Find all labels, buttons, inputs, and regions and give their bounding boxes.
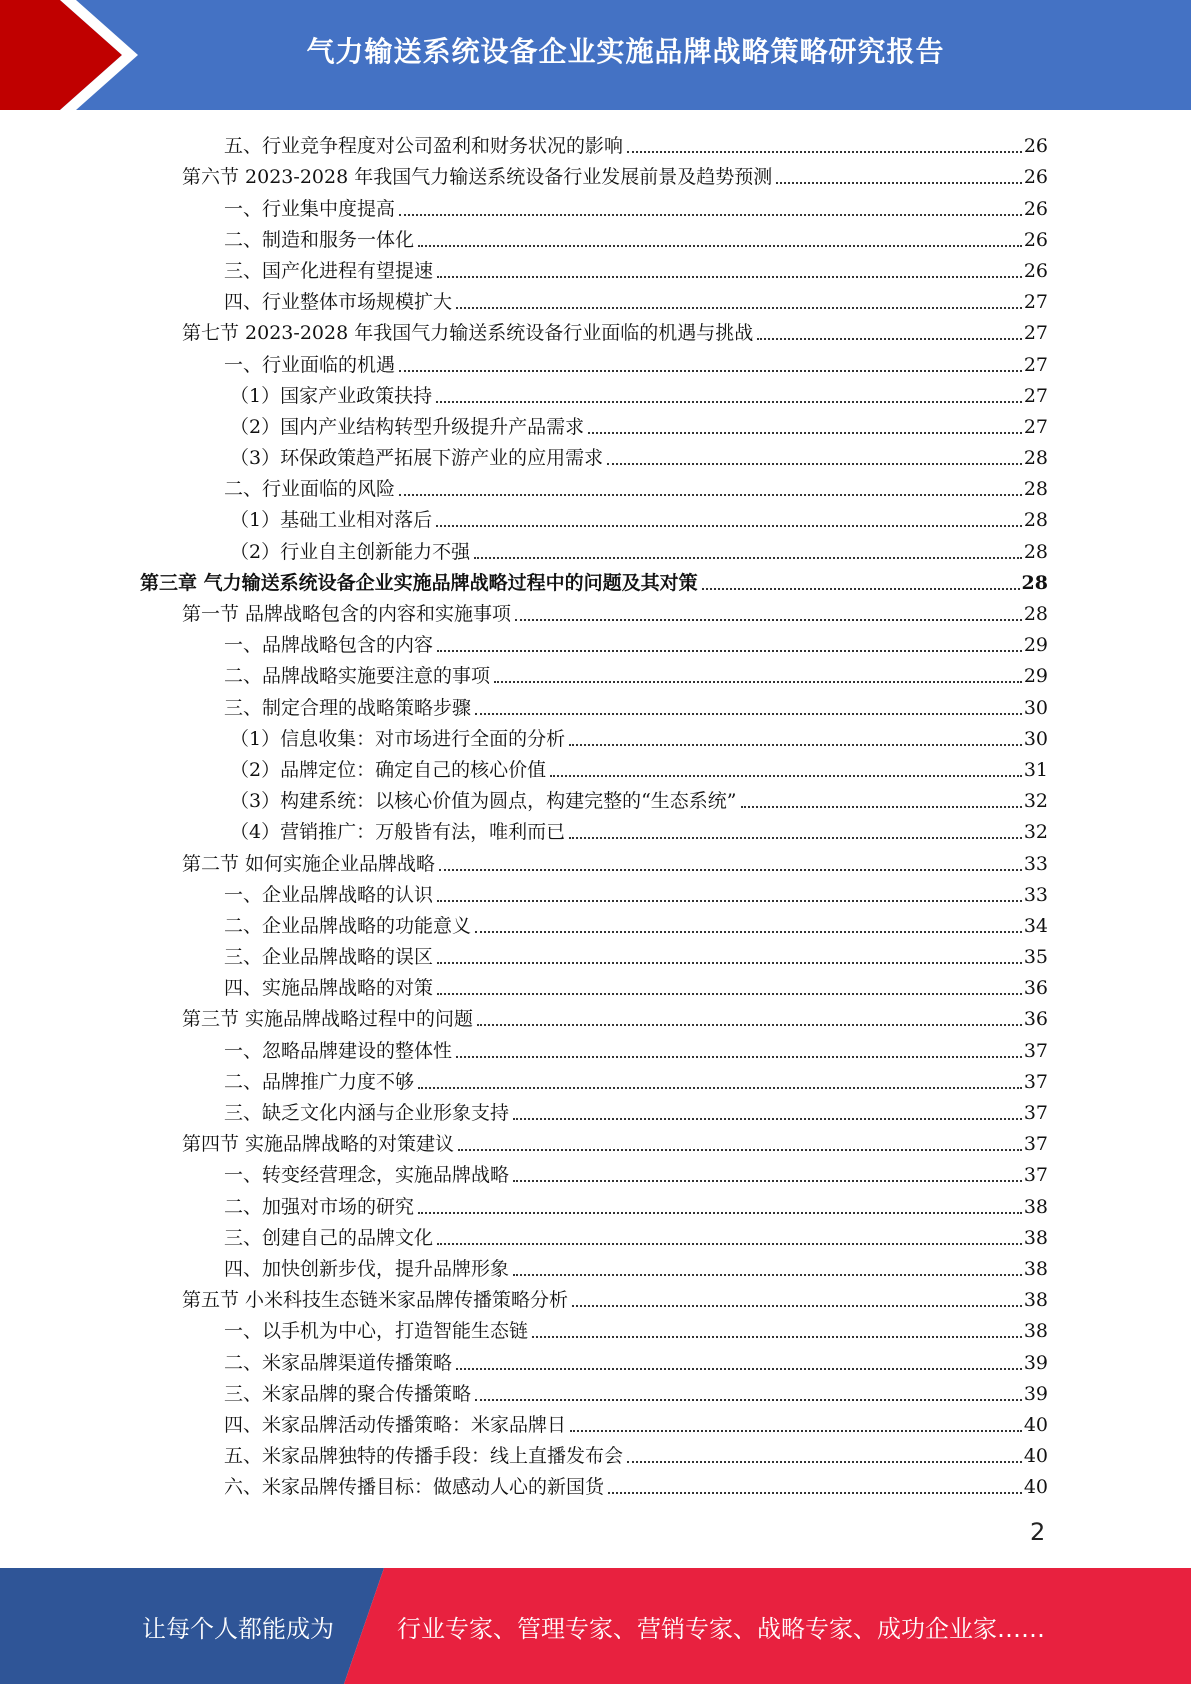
toc-dot-leader <box>399 493 1022 496</box>
toc-dot-leader <box>572 1304 1022 1307</box>
toc-entry[interactable] <box>140 283 1048 314</box>
toc-entry[interactable] <box>140 657 1048 688</box>
toc-dot-leader <box>437 899 1022 902</box>
toc-dot-leader <box>475 712 1022 715</box>
toc-entry-page: 27 <box>1023 384 1048 407</box>
toc-entry-page: 28 <box>1021 571 1048 594</box>
toc-entry-label: 五、米家品牌独特的传播手段：线上直播发布会 <box>224 1445 624 1468</box>
toc-dot-leader <box>776 181 1022 184</box>
toc-entry-page: 39 <box>1023 1351 1048 1374</box>
toc-entry[interactable] <box>140 1156 1048 1187</box>
toc-dot-leader <box>515 618 1022 621</box>
toc-entry-page: 38 <box>1023 1195 1048 1218</box>
toc-entry-label: 三、企业品牌战略的误区 <box>224 946 434 969</box>
toc-entry-page: 26 <box>1023 197 1048 220</box>
toc-entry[interactable] <box>140 938 1048 969</box>
toc-entry[interactable] <box>140 501 1048 532</box>
toc-entry-page: 27 <box>1023 353 1048 376</box>
toc-entry[interactable] <box>140 1312 1048 1343</box>
toc-entry-label: 一、转变经营理念，实施品牌战略 <box>224 1164 510 1187</box>
toc-dot-leader <box>702 587 1020 590</box>
toc-entry-page: 38 <box>1023 1320 1048 1343</box>
toc-entry-label: 第三章 气力输送系统设备企业实施品牌战略过程中的问题及其对策 <box>140 571 698 594</box>
toc-entry-label: 第七节 2023-2028 年我国气力输送系统设备行业面临的机遇与挑战 <box>182 322 754 345</box>
toc-dot-leader <box>494 680 1022 683</box>
toc-entry[interactable] <box>140 751 1048 782</box>
toc-entry-page: 38 <box>1023 1289 1048 1312</box>
toc-entry-page: 38 <box>1023 1257 1048 1280</box>
table-of-contents <box>140 127 1048 1499</box>
toc-entry-label: 二、品牌战略实施要注意的事项 <box>224 665 491 688</box>
toc-entry[interactable] <box>140 221 1048 252</box>
toc-dot-leader <box>437 961 1022 964</box>
toc-entry-label: 三、米家品牌的聚合传播策略 <box>224 1382 472 1405</box>
toc-entry[interactable] <box>140 1406 1048 1437</box>
toc-entry-page: 35 <box>1023 946 1048 969</box>
toc-entry-label: 一、行业面临的机遇 <box>224 353 396 376</box>
toc-entry[interactable] <box>140 532 1048 563</box>
toc-dot-leader <box>477 1023 1022 1026</box>
toc-entry-page: 28 <box>1023 447 1048 470</box>
toc-entry-label: （1）信息收集：对市场进行全面的分析 <box>230 727 566 750</box>
toc-entry-label: 四、行业整体市场规模扩大 <box>224 291 453 314</box>
toc-entry[interactable] <box>140 1437 1048 1468</box>
toc-entry[interactable] <box>140 1094 1048 1125</box>
footer-slogan-left: 让每个人都能成为 <box>142 1614 334 1643</box>
toc-entry-page: 26 <box>1023 259 1048 282</box>
toc-entry[interactable] <box>140 1000 1048 1031</box>
toc-entry-page: 36 <box>1023 977 1048 1000</box>
toc-entry[interactable] <box>140 1063 1048 1094</box>
toc-dot-leader <box>513 1179 1022 1182</box>
toc-entry-page: 34 <box>1023 914 1048 937</box>
toc-entry[interactable] <box>140 1375 1048 1406</box>
toc-entry-page: 26 <box>1023 135 1048 158</box>
toc-entry[interactable] <box>140 1343 1048 1374</box>
toc-entry-page: 37 <box>1023 1164 1048 1187</box>
toc-entry-page: 30 <box>1023 727 1048 750</box>
toc-entry-label: 三、制定合理的战略策略步骤 <box>224 696 472 719</box>
toc-entry-page: 37 <box>1023 1039 1048 1062</box>
toc-entry-page: 38 <box>1023 1226 1048 1249</box>
toc-dot-leader <box>437 992 1022 995</box>
toc-dot-leader <box>513 1273 1022 1276</box>
toc-entry-label: 一、行业集中度提高 <box>224 197 396 220</box>
toc-entry[interactable] <box>140 408 1048 439</box>
toc-entry[interactable] <box>140 1281 1048 1312</box>
toc-entry-page: 33 <box>1023 883 1048 906</box>
toc-entry-page: 37 <box>1023 1133 1048 1156</box>
toc-entry-label: 一、企业品牌战略的认识 <box>224 883 434 906</box>
toc-entry[interactable] <box>140 377 1048 408</box>
toc-dot-leader <box>436 524 1022 527</box>
toc-entry-label: 三、创建自己的品牌文化 <box>224 1226 434 1249</box>
toc-entry-label: 第二节 如何实施企业品牌战略 <box>182 852 436 875</box>
toc-entry[interactable] <box>140 1219 1048 1250</box>
toc-dot-leader <box>513 1117 1022 1120</box>
toc-entry-page: 27 <box>1023 322 1048 345</box>
toc-dot-leader <box>588 431 1022 434</box>
toc-entry[interactable] <box>140 1125 1048 1156</box>
toc-entry-page: 31 <box>1023 758 1048 781</box>
toc-entry[interactable] <box>140 688 1048 719</box>
toc-dot-leader <box>569 743 1022 746</box>
toc-dot-leader <box>458 1148 1022 1151</box>
toc-entry-label: 第四节 实施品牌战略的对策建议 <box>182 1133 455 1156</box>
toc-dot-leader <box>532 1335 1022 1338</box>
toc-entry[interactable] <box>140 189 1048 220</box>
toc-dot-leader <box>418 1086 1022 1089</box>
toc-entry-label: （2）国内产业结构转型升级提升产品需求 <box>230 415 585 438</box>
toc-entry-label: 第三节 实施品牌战略过程中的问题 <box>182 1008 474 1031</box>
toc-entry[interactable] <box>140 595 1048 626</box>
toc-entry-page: 29 <box>1023 665 1048 688</box>
toc-dot-leader <box>474 556 1022 559</box>
toc-entry-page: 36 <box>1023 1008 1048 1031</box>
toc-entry-label: 第六节 2023-2028 年我国气力输送系统设备行业发展前景及趋势预测 <box>182 166 773 189</box>
toc-entry-label: 二、加强对市场的研究 <box>224 1195 415 1218</box>
toc-entry[interactable] <box>140 158 1048 189</box>
toc-entry-label: 五、行业竞争程度对公司盈利和财务状况的影响 <box>224 135 624 158</box>
toc-dot-leader <box>418 244 1022 247</box>
toc-dot-leader <box>418 1211 1022 1214</box>
toc-dot-leader <box>475 930 1022 933</box>
toc-entry-page: 40 <box>1023 1445 1048 1468</box>
toc-entry-page: 26 <box>1023 166 1048 189</box>
toc-entry-label: 第一节 品牌战略包含的内容和实施事项 <box>182 603 512 625</box>
toc-entry[interactable] <box>140 813 1048 844</box>
toc-entry[interactable] <box>140 844 1048 875</box>
footer-slogan-right: 行业专家、管理专家、营销专家、战略专家、成功企业家…… <box>397 1614 1045 1643</box>
toc-entry-label: （2）行业自主创新能力不强 <box>230 540 471 563</box>
toc-entry-label: 二、行业面临的风险 <box>224 478 396 501</box>
header-banner <box>0 0 1191 110</box>
toc-entry[interactable] <box>140 969 1048 1000</box>
toc-entry-label: 四、米家品牌活动传播策略：米家品牌日 <box>224 1413 567 1436</box>
toc-entry-page: 39 <box>1023 1382 1048 1405</box>
toc-dot-leader <box>437 649 1022 652</box>
page-number: 2 <box>1030 1518 1046 1546</box>
toc-dot-leader <box>456 306 1022 309</box>
toc-dot-leader <box>436 400 1022 403</box>
toc-entry-label: （2）品牌定位：确定自己的核心价值 <box>230 758 547 781</box>
toc-entry-page: 33 <box>1023 852 1048 875</box>
toc-dot-leader <box>741 805 1022 808</box>
toc-dot-leader <box>475 1398 1022 1401</box>
toc-entry-label: 四、加快创新步伐，提升品牌形象 <box>224 1257 510 1280</box>
toc-entry-page: 32 <box>1023 821 1048 844</box>
toc-dot-leader <box>757 337 1022 340</box>
toc-entry-page: 28 <box>1023 478 1048 501</box>
toc-dot-leader <box>399 369 1022 372</box>
toc-dot-leader <box>569 836 1022 839</box>
toc-dot-leader <box>456 1055 1022 1058</box>
toc-entry[interactable] <box>140 345 1048 376</box>
toc-dot-leader <box>437 1242 1022 1245</box>
toc-entry[interactable] <box>140 876 1048 907</box>
toc-entry[interactable] <box>140 127 1048 158</box>
toc-entry-page: 28 <box>1023 540 1048 563</box>
toc-entry[interactable] <box>140 1250 1048 1281</box>
toc-entry-page: 32 <box>1023 790 1048 813</box>
toc-entry-page: 28 <box>1023 603 1048 625</box>
toc-entry-label: （1）基础工业相对落后 <box>230 509 433 532</box>
toc-entry-label: （4）营销推广：万般皆有法，唯利而已 <box>230 821 566 844</box>
report-title: 气力输送系统设备企业实施品牌战略策略研究报告 <box>306 35 945 68</box>
toc-entry-label: 四、实施品牌战略的对策 <box>224 977 434 1000</box>
toc-entry[interactable] <box>140 314 1048 345</box>
toc-entry-label: 三、缺乏文化内涵与企业形象支持 <box>224 1102 510 1124</box>
toc-entry[interactable] <box>140 564 1048 595</box>
toc-dot-leader <box>570 1429 1022 1432</box>
toc-entry-page: 26 <box>1023 228 1048 251</box>
toc-entry-label: 三、国产化进程有望提速 <box>224 259 434 282</box>
toc-entry-page: 30 <box>1023 696 1048 719</box>
toc-entry[interactable] <box>140 439 1048 470</box>
toc-entry[interactable] <box>140 720 1048 751</box>
toc-entry-page: 29 <box>1023 634 1048 657</box>
toc-entry-page: 37 <box>1023 1102 1048 1124</box>
toc-entry-label: 一、忽略品牌建设的整体性 <box>224 1039 453 1062</box>
toc-entry-label: （1）国家产业政策扶持 <box>230 384 433 407</box>
toc-entry[interactable] <box>140 1187 1048 1218</box>
toc-dot-leader <box>627 150 1022 153</box>
toc-dot-leader <box>437 275 1022 278</box>
toc-entry[interactable] <box>140 782 1048 813</box>
toc-entry-page: 40 <box>1023 1413 1048 1436</box>
toc-entry[interactable] <box>140 1468 1048 1499</box>
toc-dot-leader <box>439 868 1022 871</box>
toc-entry[interactable] <box>140 1031 1048 1062</box>
toc-entry-label: 二、品牌推广力度不够 <box>224 1070 415 1093</box>
toc-entry[interactable] <box>140 470 1048 501</box>
toc-dot-leader <box>550 774 1022 777</box>
toc-entry[interactable] <box>140 907 1048 938</box>
toc-entry-label: 二、企业品牌战略的功能意义 <box>224 914 472 937</box>
toc-entry-label: 一、以手机为中心，打造智能生态链 <box>224 1320 529 1343</box>
toc-dot-leader <box>608 1491 1022 1494</box>
toc-entry-page: 40 <box>1023 1476 1048 1499</box>
toc-entry-label: 一、品牌战略包含的内容 <box>224 634 434 657</box>
toc-entry-label: 六、米家品牌传播目标：做感动人心的新国货 <box>224 1476 605 1499</box>
header-arrow-icon <box>0 0 160 110</box>
toc-entry-label: 二、制造和服务一体化 <box>224 228 415 251</box>
toc-dot-leader <box>456 1367 1022 1370</box>
toc-entry-page: 28 <box>1023 509 1048 532</box>
footer-banner <box>0 1568 1191 1684</box>
toc-dot-leader <box>607 462 1022 465</box>
toc-entry-label: 二、米家品牌渠道传播策略 <box>224 1351 453 1374</box>
toc-entry-page: 37 <box>1023 1070 1048 1093</box>
toc-entry-page: 27 <box>1023 291 1048 314</box>
toc-entry-label: 第五节 小米科技生态链米家品牌传播策略分析 <box>182 1289 569 1312</box>
toc-entry[interactable] <box>140 626 1048 657</box>
toc-dot-leader <box>399 213 1022 216</box>
toc-dot-leader <box>627 1460 1022 1463</box>
toc-entry-label: （3）环保政策趋严拓展下游产业的应用需求 <box>230 447 604 470</box>
toc-entry-label: （3）构建系统：以核心价值为圆点，构建完整的“生态系统” <box>230 790 737 813</box>
toc-entry[interactable] <box>140 252 1048 283</box>
toc-entry-page: 27 <box>1023 415 1048 438</box>
